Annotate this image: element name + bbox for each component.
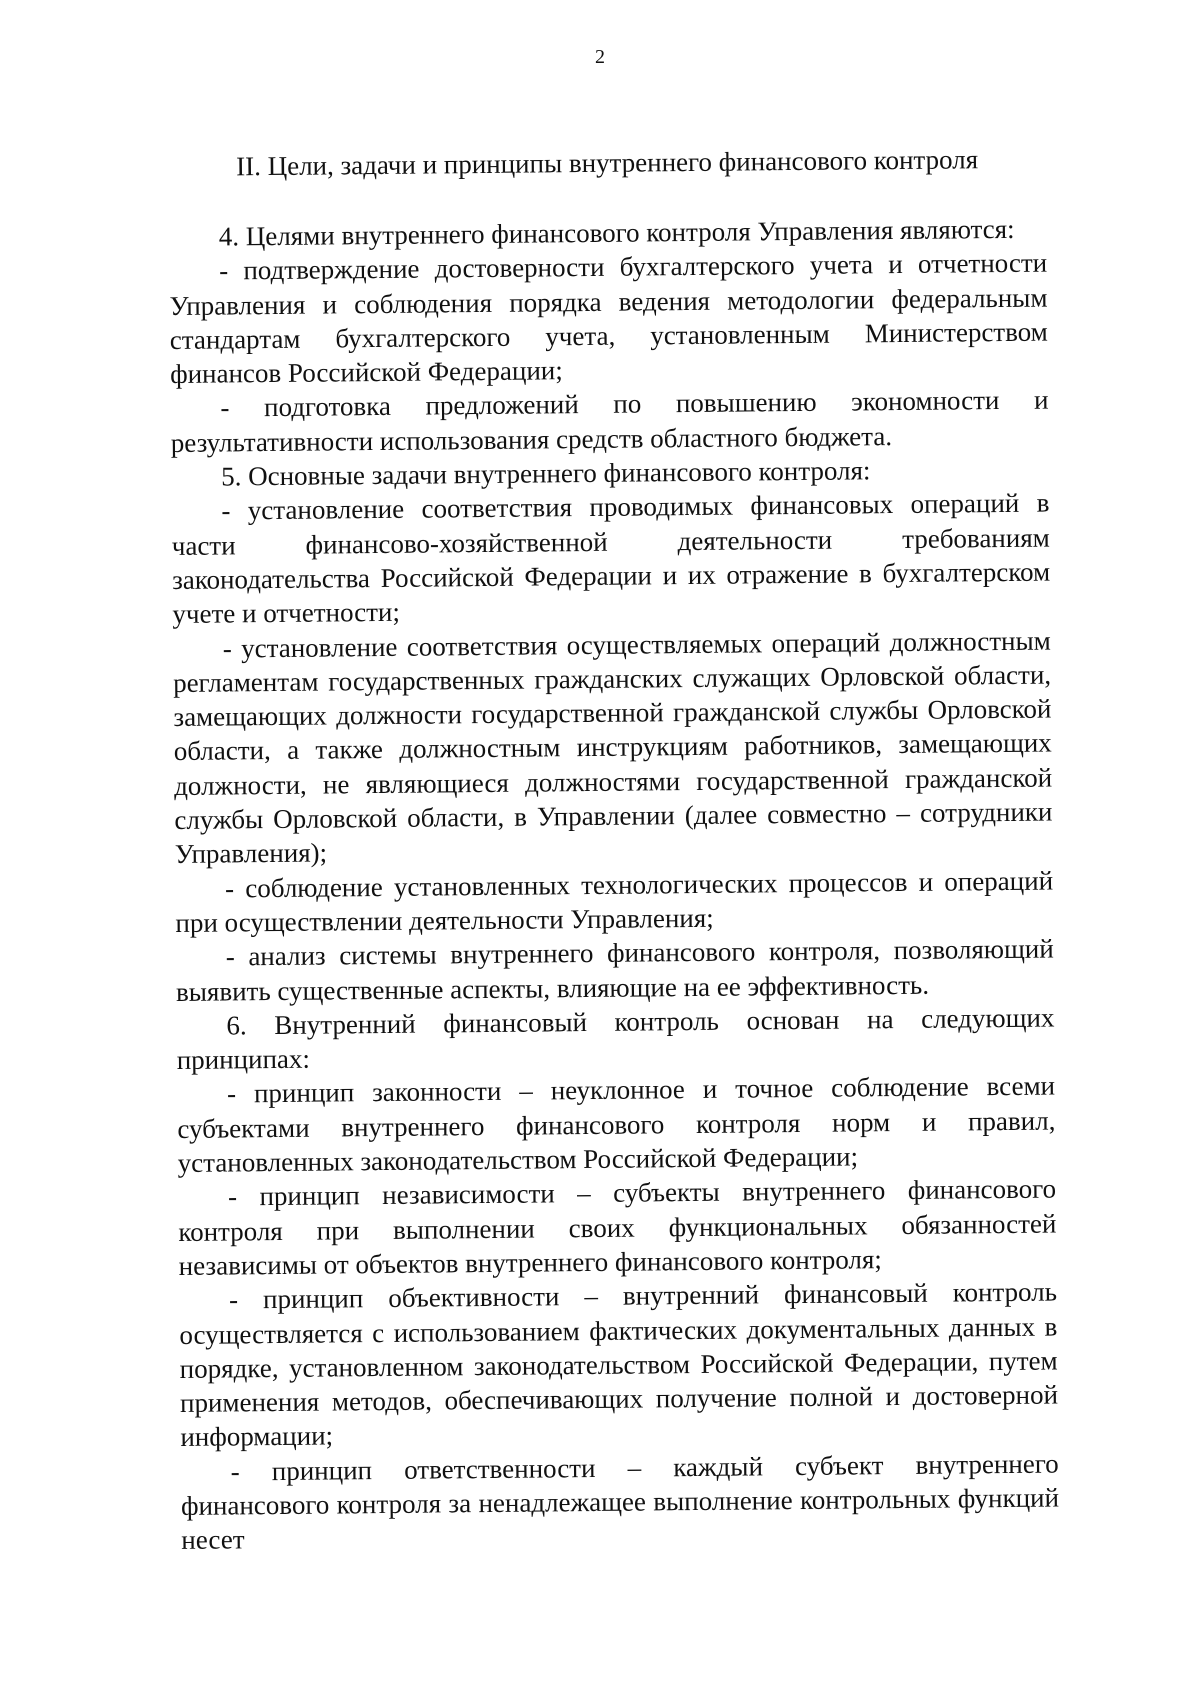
- paragraph: 5. Основные задачи внутреннего финансового контроля:: [220, 455, 871, 492]
- section-title: II. Цели, задачи и принципы внутреннего финансового контроля: [236, 144, 979, 182]
- paragraph: - подтверждение достоверности бухгалтерского учета и отчетности Управления и соблюдения порядка ведения методологии федеральным стандартам бухгалтерского учета, установленным Министерством финансов Российской Федерации;: [169, 247, 1048, 390]
- paragraph: - принцип ответственности – каждый субъект внутреннего финансового контроля за ненадлежащее выполнение контрольных функций несет: [180, 1448, 1060, 1556]
- paragraph: - подготовка предложений по повышению экономности и результативности использования средств областного бюджета.: [170, 385, 1049, 458]
- paragraph: - установление соответствия проводимых финансовых операций в части финансово-хозяйственной деятельности требованиям законодательства Российской Федерации и их отражение в бухгалтерском учете и отчетности;: [171, 487, 1051, 630]
- paragraph: - принцип законности – неуклонное и точное соблюдение всеми субъектами внутреннего финансового контроля норм и правил, установленных законодательством Российской Федерации;: [177, 1070, 1056, 1178]
- paragraph: 4. Целями внутреннего финансового контроля Управления являются:: [218, 213, 1015, 252]
- paragraph: - принцип объективности – внутренний финансовый контроль осуществляется с использованием фактических документальных данных в порядке, установленном законодательством Российской Федерации, путем применения методов, обеспечивающих получение полной и достоверной информации;: [179, 1276, 1059, 1453]
- document-body: [168, 142, 1059, 1558]
- paragraph: - принцип независимости – субъекты внутреннего финансового контроля при выполнении своих функциональных обязанностей независимы от объектов внутреннего финансового контроля;: [178, 1173, 1057, 1281]
- paragraph: - установление соответствия осуществляемых операций должностным регламентам государственных гражданских служащих Орловской области, замещающих должности государственной гражданской службы Орловской области, а также должностным инструкциям работников, замещающих должности, не являющиеся должностями государственной гражданской службы Орловской области, в Управлении (далее совместно – сотрудники Управления);: [172, 625, 1053, 870]
- paragraph: 6. Внутренний финансовый контроль основан на следующих принципах:: [176, 1002, 1055, 1076]
- page-number: 2: [595, 46, 605, 68]
- paragraph: - анализ системы внутреннего финансового контроля, позволяющий выявить существенные аспекты, влияющие на ее эффективность.: [175, 933, 1054, 1007]
- paragraph: - соблюдение установленных технологических процессов и операций при осуществлении деятельности Управления;: [175, 865, 1054, 938]
